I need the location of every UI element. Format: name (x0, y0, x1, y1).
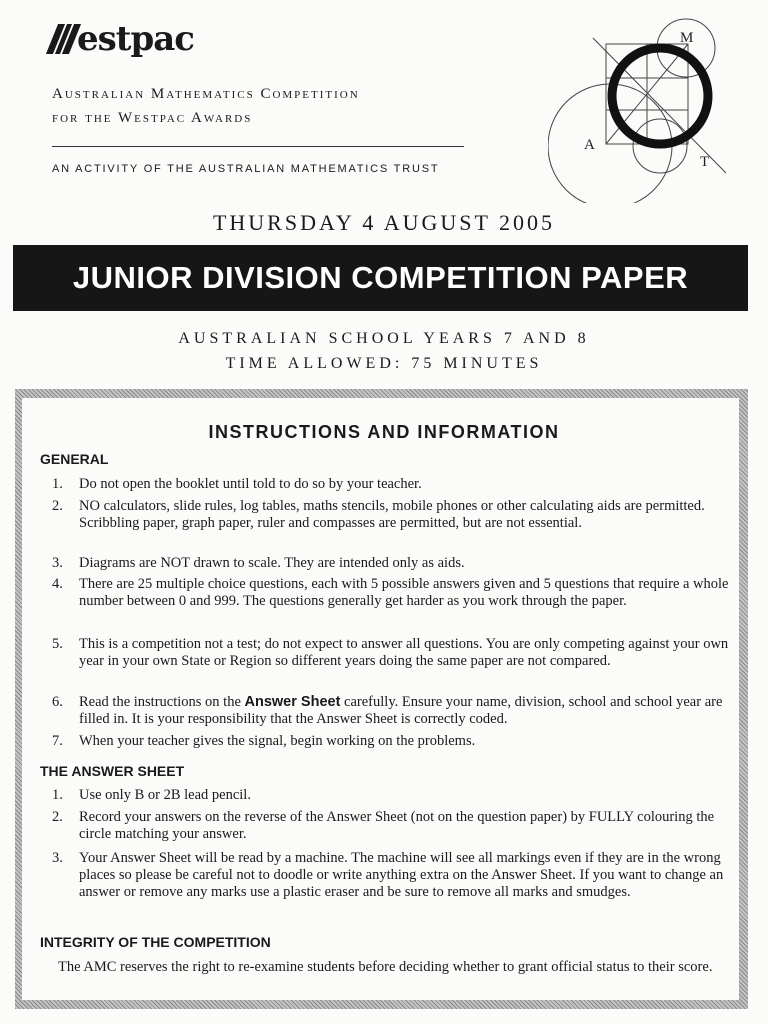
general-heading: GENERAL (40, 451, 109, 467)
item-number: 2. (52, 809, 63, 825)
item-number: 5. (52, 636, 63, 652)
answer-sheet-item (52, 787, 732, 804)
org-line-2: for the Westpac Awards (52, 110, 253, 126)
general-item (52, 733, 732, 750)
school-years: AUSTRALIAN SCHOOL YEARS 7 AND 8 (178, 330, 590, 347)
emblem-letter-a: A (584, 137, 595, 153)
item-number: 3. (52, 850, 63, 866)
answer-sheet-heading: THE ANSWER SHEET (40, 763, 185, 779)
item-number: 7. (52, 733, 63, 749)
item-number: 6. (52, 694, 63, 710)
item-text (79, 694, 732, 728)
general-item (52, 476, 732, 493)
amt-emblem (548, 18, 728, 203)
westpac-logo-text: estpac (77, 19, 194, 59)
item-number: 1. (52, 787, 63, 803)
title-banner (13, 245, 748, 311)
general-item (52, 694, 732, 728)
general-item (52, 636, 732, 670)
item-text: Your Answer Sheet will be read by a machine. The machine will see all markings even if they are in the wrong places so please be careful not to doodle or write anything extra on the Answer Sheet. If you want to change an answer or remove any marks use a plastic eraser and be sure to remove all marks and smudges. (79, 850, 724, 900)
trust-line: AN ACTIVITY OF THE AUSTRALIAN MATHEMATICS TRUST (52, 163, 440, 175)
item-text-start: Read the instructions on the (79, 694, 245, 710)
emblem-letter-m: M (680, 30, 694, 46)
org-line-1: Australian Mathematics Competition (52, 86, 360, 102)
item-text: This is a competition not a test; do not expect to answer all questions. You are only competing against your own year in your own State or Region so different years doing the same paper are not compared. (79, 636, 729, 669)
general-item (52, 555, 732, 572)
competition-date: THURSDAY 4 AUGUST 2005 (212, 210, 556, 235)
item-number: 1. (52, 476, 63, 492)
general-item (52, 576, 732, 610)
integrity-heading: INTEGRITY OF THE COMPETITION (40, 934, 271, 950)
item-number: 3. (52, 555, 63, 571)
time-allowed: TIME ALLOWED: 75 MINUTES (225, 355, 543, 372)
emblem-letter-t: T (700, 154, 710, 170)
item-text: When your teacher gives the signal, begin working on the problems. (79, 733, 476, 749)
integrity-text: The AMC reserves the right to re-examine students before deciding whether to grant official status to their score. (58, 959, 713, 975)
item-text: There are 25 multiple choice questions, each with 5 possible answers given and 5 questions that require a whole number between 0 and 999. The questions generally get harder as you work through the paper. (79, 576, 729, 609)
item-text: Diagrams are NOT drawn to scale. They are intended only as aids. (79, 555, 465, 571)
answer-sheet-item (52, 850, 732, 901)
answer-sheet-item (52, 809, 732, 843)
item-text: Do not open the booklet until told to do so by your teacher. (79, 476, 422, 492)
westpac-w-mark (52, 24, 75, 54)
westpac-logo (52, 19, 194, 59)
general-item (52, 498, 732, 532)
item-text: Use only B or 2B lead pencil. (79, 787, 251, 803)
header-rule (52, 146, 464, 147)
banner-title: JUNIOR DIVISION COMPETITION PAPER (72, 260, 689, 295)
item-text: NO calculators, slide rules, log tables, maths stencils, mobile phones or other calculating aids are permitted. Scribbling paper, graph paper, ruler and compasses are permitted, but are not essential. (79, 498, 705, 531)
instructions-title: INSTRUCTIONS AND INFORMATION (208, 422, 560, 442)
item-text-end: carefully. Ensure your name, division, school and school year are filled in. It is your responsibility that the Answer Sheet is correctly coded. (79, 694, 723, 727)
item-number: 4. (52, 576, 63, 592)
item-text: Record your answers on the reverse of the Answer Sheet (not on the question paper) by FULLY colouring the circle matching your answer. (79, 809, 715, 842)
answer-sheet-emphasis: Answer Sheet (244, 694, 341, 710)
item-number: 2. (52, 498, 63, 514)
